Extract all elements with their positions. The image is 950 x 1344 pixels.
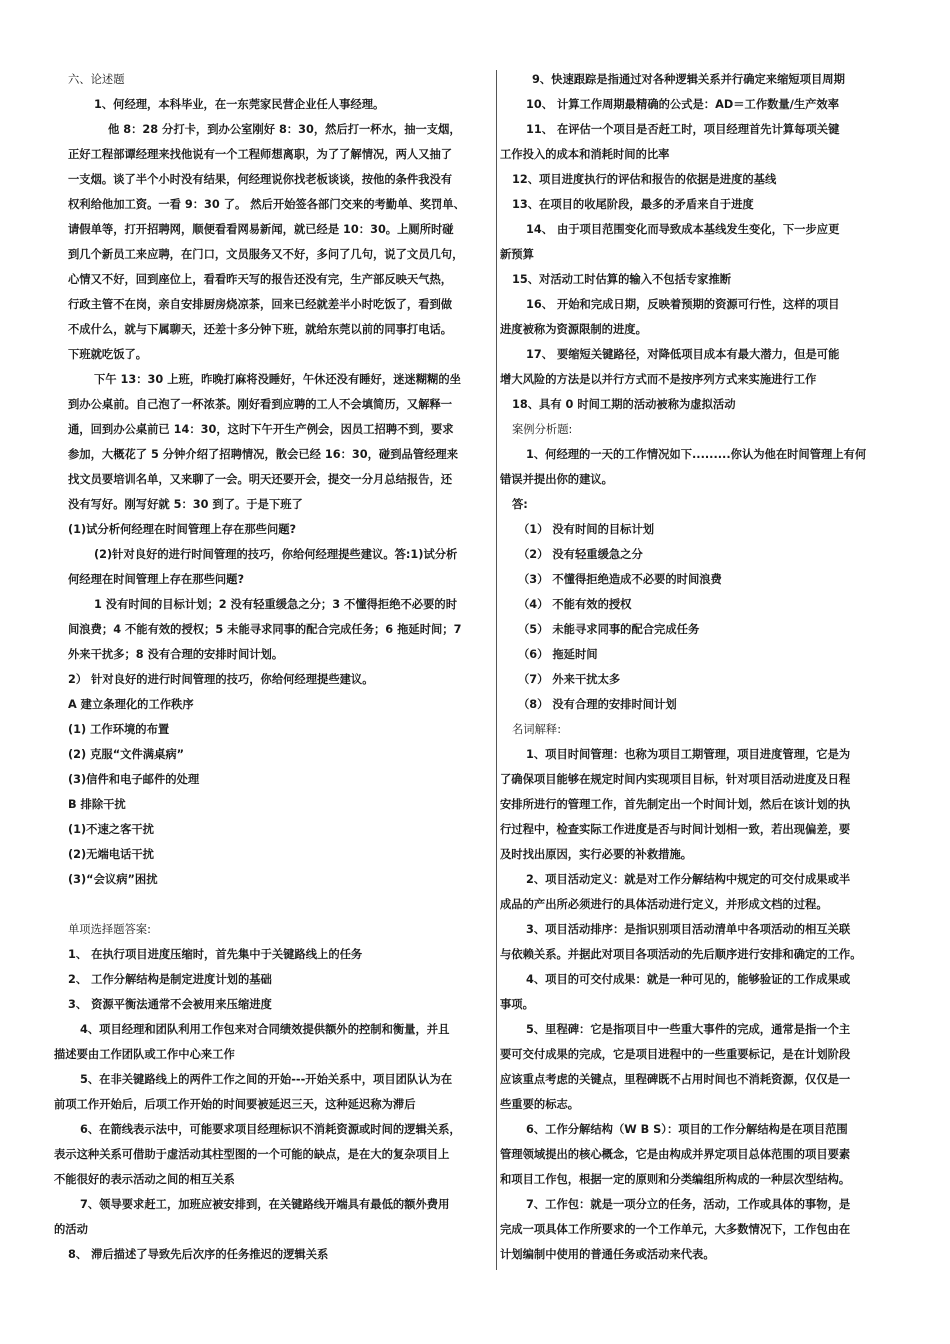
text-line: 请假单等，打开招聘网，顺便看看网易新闻，就已经是 10：30。上厕所时碰 — [68, 223, 454, 236]
text-line: 描述要由工作团队或工作中心来工作 — [54, 1048, 235, 1061]
text-line: B 排除干扰 — [68, 798, 126, 811]
text-line: 1、 在执行项目进度压缩时，首先集中于关键路线上的任务 — [68, 948, 363, 961]
text-line: 1、何经理，本科毕业，在一东莞家民营企业任人事经理。 — [94, 98, 385, 111]
text-line: 事项。 — [500, 998, 534, 1011]
text-line: 2） 针对良好的进行时间管理的技巧，你给何经理提些建议。 — [68, 673, 374, 686]
text-line: 行过程中，检查实际工作进度是否与时间计划相一致，若出现偏差，要 — [500, 823, 851, 836]
text-line: (2)针对良好的进行时间管理的技巧，你给何经理提些建议。答:1)试分析 — [94, 548, 458, 561]
text-line: 表示这种关系可借助于虚活动其柱型图的一个可能的缺点，是在大的复杂项目上 — [54, 1148, 450, 1161]
text-line: 间浪费；4 不能有效的授权；5 未能寻求同事的配合完成任务；6 拖延时间；7 — [68, 623, 462, 636]
text-line: 安排所进行的管理工作，首先制定出一个时间计划，然后在该计划的执 — [500, 798, 851, 811]
text-line: 6、工作分解结构（W B S）：项目的工作分解结构是在项目范围 — [526, 1123, 848, 1136]
text-line: 答: — [512, 498, 528, 511]
text-line: 2、 工作分解结构是制定进度计划的基础 — [68, 973, 272, 986]
text-line: 不能很好的表示活动之间的相互关系 — [54, 1173, 235, 1186]
text-line: 4、项目的可交付成果：就是一种可见的，能够验证的工作成果或 — [526, 973, 851, 986]
text-line: 找文员要培训名单，又来聊了一会。明天还要开会，提交一分月总结报告，还 — [68, 473, 453, 486]
text-line: 到办公桌前。自己泡了一杯浓茶。刚好看到应聘的工人不会填简历，又解释一 — [68, 398, 453, 411]
text-line: 3、项目活动排序：是指识别项目活动清单中各项活动的相互关联 — [526, 923, 851, 936]
text-line: 5、在非关键路线上的两件工作之间的开始---开始关系中，项目团队认为在 — [80, 1073, 453, 1086]
text-line: 了确保项目能够在规定时间内实现项目目标，针对项目活动进度及日程 — [500, 773, 851, 786]
text-line: 参加，大概花了 5 分钟介绍了招聘情况，散会已经 16：30，碰到品管经理来 — [68, 448, 459, 461]
text-line: 正好工程部谭经理来找他说有一个工程师想离职，为了了解情况，两人又抽了 — [68, 148, 453, 161]
text-line: （3） 不懂得拒绝造成不必要的时间浪费 — [518, 573, 722, 586]
text-line: (2)无端电话干扰 — [68, 848, 154, 861]
text-line: 应该重点考虑的关键点，里程碑既不占用时间也不消耗资源，仅仅是一 — [500, 1073, 851, 1086]
text-line: 单项选择题答案: — [68, 923, 151, 936]
text-line: 一支烟。谈了半个小时没有结果，何经理说你找老板谈谈，按他的条件我没有 — [68, 173, 453, 186]
text-line: （1） 没有时间的目标计划 — [518, 523, 655, 536]
text-line: 名词解释: — [512, 723, 561, 736]
text-line: （5） 未能寻求同事的配合完成任务 — [518, 623, 700, 636]
text-line: 15、对活动工时估算的输入不包括专家推断 — [512, 273, 732, 286]
text-line: （4） 不能有效的授权 — [518, 598, 632, 611]
text-line: 9、快速跟踪是指通过对各种逻辑关系并行确定来缩短项目周期 — [532, 73, 845, 86]
text-line: 些重要的标志。 — [500, 1098, 580, 1111]
text-line: 和项目工作包，根据一定的原则和分类编组所构成的一种层次型结构。 — [500, 1173, 851, 1186]
text-line: 下午 13：30 上班，昨晚打麻将没睡好，午休还没有睡好，迷迷糊糊的坐 — [94, 373, 461, 386]
text-line: 管理领域提出的核心概念，它是由构成并界定项目总体范围的项目要素 — [500, 1148, 851, 1161]
text-line: 18、具有 0 时间工期的活动被称为虚拟活动 — [512, 398, 736, 411]
text-line: 7、工作包：就是一项分立的任务，活动，工作或具体的事物，是 — [526, 1198, 851, 1211]
text-line: （7） 外来干扰太多 — [518, 673, 621, 686]
text-line: 17、 要缩短关键路径，对降低项目成本有最大潜力，但是可能 — [526, 348, 840, 361]
text-line: 13、在项目的收尾阶段，最多的矛盾来自于进度 — [512, 198, 754, 211]
text-line: 案例分析题: — [512, 423, 573, 436]
text-line: 1 没有时间的目标计划；2 没有轻重缓急之分；3 不懂得拒绝不必要的时 — [94, 598, 457, 611]
text-line: 10、 计算工作周期最精确的公式是：AD＝工作数量/生产效率 — [526, 98, 840, 111]
text-line: 1、项目时间管理：也称为项目工期管理，项目进度管理，它是为 — [526, 748, 851, 761]
text-line: 工作投入的成本和消耗时间的比率 — [500, 148, 670, 161]
text-line: 完成一项具体工作所要求的一个工作单元，大多数情况下，工作包由在 — [500, 1223, 851, 1236]
text-line: 错误并提出你的建议。 — [500, 473, 613, 486]
text-line: 何经理在时间管理上存在那些问题? — [68, 573, 245, 586]
text-line: 新预算 — [500, 248, 534, 261]
text-line: （8） 没有合理的安排时间计划 — [518, 698, 677, 711]
text-line: (1)试分析何经理在时间管理上存在那些问题? — [68, 523, 297, 536]
text-line: 8、 滞后描述了导致先后次序的任务推迟的逻辑关系 — [68, 1248, 329, 1261]
text-line: 没有写好。刚写好就 5：30 到了。于是下班了 — [68, 498, 303, 511]
text-line: （6） 拖延时间 — [518, 648, 598, 661]
text-line: 心情又不好，回到座位上，看看昨天写的报告还没有完，生产部反映天气热， — [68, 273, 453, 286]
text-line: 增大风险的方法是以并行方式而不是按序列方式来实施进行工作 — [500, 373, 817, 386]
text-line: 7、领导要求赶工，加班应被安排到，在关键路线开端具有最低的额外费用 — [80, 1198, 450, 1211]
text-line: 到几个新员工来应聘，在门口，文员服务又不好，多问了几句，说了文员几句， — [68, 248, 464, 261]
text-line: 不成什么，就与下属聊天，还差十多分钟下班，就给东莞以前的同事打电话。 — [68, 323, 453, 336]
text-line: (1) 工作环境的布置 — [68, 723, 170, 736]
text-line: 进度被称为资源限制的进度。 — [500, 323, 647, 336]
text-line: (3)“会议病”困扰 — [68, 873, 158, 886]
text-line: 要可交付成果的完成，它是项目进程中的一些重要标记，是在计划阶段 — [500, 1048, 851, 1061]
text-line: 16、 开始和完成日期，反映着预期的资源可行性，这样的项目 — [526, 298, 840, 311]
text-line: （2） 没有轻重缓急之分 — [518, 548, 643, 561]
text-line: 11、 在评估一个项目是否赶工时，项目经理首先计算每项关键 — [526, 123, 840, 136]
text-line: 六、论述题 — [68, 73, 125, 86]
text-line: 权利给他加工资。一看 9：30 了。 然后开始签各部门交来的考勤单、奖罚单、 — [68, 198, 465, 211]
column-divider — [496, 70, 497, 1270]
text-line: 他 8：28 分打卡，到办公室刚好 8：30，然后打一杯水，抽一支烟， — [108, 123, 461, 136]
text-line: 12、项目进度执行的评估和报告的依据是进度的基线 — [512, 173, 777, 186]
text-line: 下班就吃饭了。 — [68, 348, 148, 361]
text-line: 6、在箭线表示法中，可能要求项目经理标识不消耗资源或时间的逻辑关系， — [80, 1123, 461, 1136]
text-line: A 建立条理化的工作秩序 — [68, 698, 194, 711]
text-line: 14、 由于项目范围变化而导致成本基线发生变化，下一步应更 — [526, 223, 840, 236]
text-line: (2) 克服“文件满桌病” — [68, 748, 185, 761]
text-line: 及时找出原因，实行必要的补救措施。 — [500, 848, 693, 861]
text-line: 通，回到办公桌前已 14：30，这时下午开生产例会，因员工招聘不到，要求 — [68, 423, 454, 436]
text-line: (1)不速之客干扰 — [68, 823, 154, 836]
text-line: 外来干扰多；8 没有合理的安排时间计划。 — [68, 648, 284, 661]
text-line: (3)信件和电子邮件的处理 — [68, 773, 200, 786]
text-line: 成品的产出所必须进行的具体活动进行定义，并形成文档的过程。 — [500, 898, 828, 911]
text-line: 5、里程碑：它是指项目中一些重大事件的完成，通常是指一个主 — [526, 1023, 851, 1036]
text-line: 2、项目活动定义：就是对工作分解结构中规定的可交付成果或半 — [526, 873, 851, 886]
text-line: 与依赖关系。并据此对项目各项活动的先后顺序进行安排和确定的工作。 — [500, 948, 862, 961]
text-line: 1、何经理的一天的工作情况如下.........你认为他在时间管理上有何 — [526, 448, 867, 461]
text-line: 的活动 — [54, 1223, 88, 1236]
text-line: 前项工作开始后，后项工作开始的时间要被延迟三天，这种延迟称为滞后 — [54, 1098, 416, 1111]
text-line: 计划编制中使用的普通任务或活动来代表。 — [500, 1248, 715, 1261]
text-line: 4、项目经理和团队利用工作包来对合同绩效提供额外的控制和衡量，并且 — [80, 1023, 450, 1036]
text-line: 3、 资源平衡法通常不会被用来压缩进度 — [68, 998, 272, 1011]
text-line: 行政主管不在岗，亲自安排厨房烧凉茶，回来已经就差半小时吃饭了，看到做 — [68, 298, 453, 311]
